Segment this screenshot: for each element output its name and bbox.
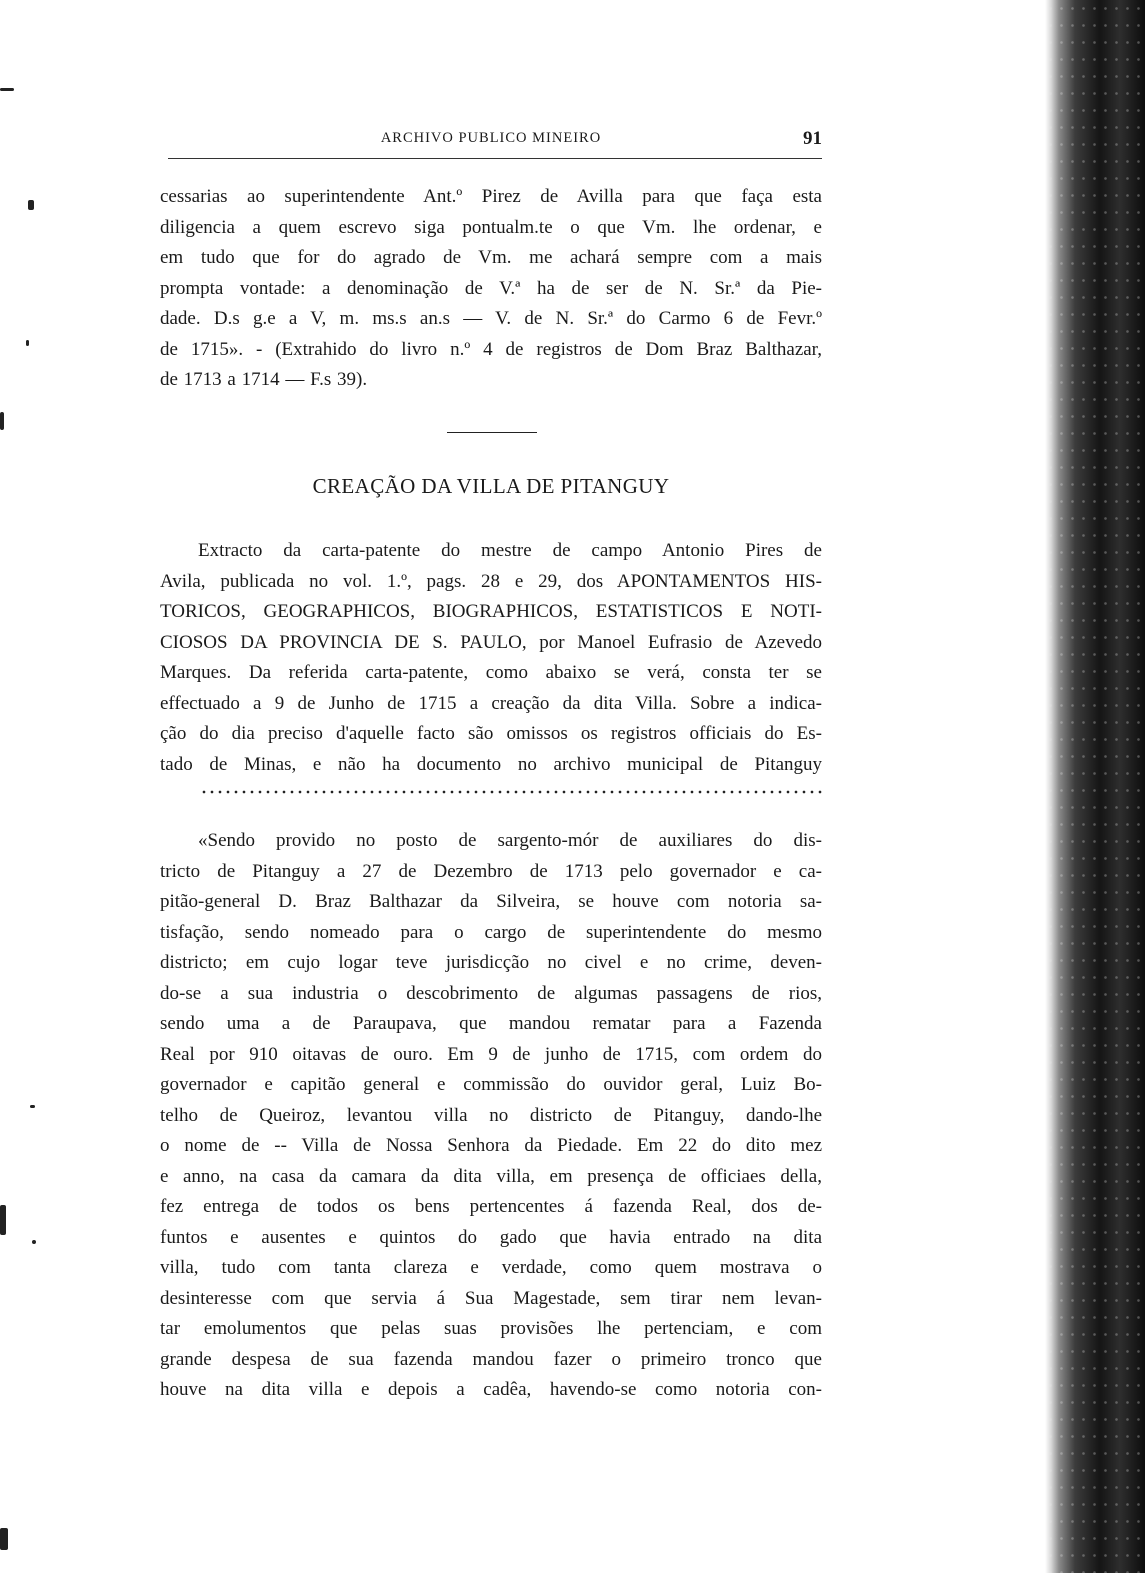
text-line: em tudo que for do agrado de Vm. me achará sempre com a mais [160, 247, 822, 268]
margin-mark [32, 1240, 36, 1244]
text-line: CIOSOS DA PROVINCIA DE S. PAULO, por Manoel Eufrasio de Azevedo [160, 631, 822, 653]
margin-mark [28, 200, 34, 210]
text-line: funtos e ausentes e quintos do gado que havia entrado na dita [160, 1226, 822, 1248]
text-line: villa, tudo com tanta clareza e verdade, como quem mostrava o [160, 1257, 822, 1278]
margin-mark [0, 1205, 6, 1235]
section-divider [447, 432, 537, 433]
text-line: o nome de -- Villa de Nossa Senhora da Piedade. Em 22 do dito mez [160, 1135, 822, 1156]
text-line: Real por 910 oitavas de ouro. Em 9 de junho de 1715, com ordem do [160, 1043, 822, 1065]
text-line: pitão-general D. Braz Balthazar da Silveira, se houve com notoria sa- [160, 891, 822, 912]
margin-mark [26, 340, 29, 346]
running-title: ARCHIVO PUBLICO MINEIRO [380, 130, 602, 146]
text-line: tisfação, sendo nomeado para o cargo de superintendente do mesmo [160, 921, 822, 943]
text-line: desinteresse com que servia á Sua Magestade, sem tirar nem levan- [160, 1287, 822, 1309]
text-line: prompta vontade: a denominação de V.ª ha de ser de N. Sr.ª da Pie- [160, 277, 822, 299]
quoted-paragraph [160, 826, 822, 1406]
spine-texture [1045, 0, 1145, 1573]
section-title: CREAÇÃO DA VILLA DE PITANGUY [312, 474, 670, 498]
text-line: dade. D.s g.e a V, m. ms.s an.s — V. de N. Sr.ª do Carmo 6 de Fevr.º [160, 308, 822, 329]
margin-mark [0, 88, 14, 91]
header-rule [168, 158, 822, 159]
intro-paragraph [160, 536, 822, 780]
text-line: de 1713 a 1714 — F.s 39). [160, 369, 368, 390]
text-line: tado de Minas, e não ha documento no archivo municipal de Pitanguy [160, 753, 822, 775]
text-line: Avila, publicada no vol. 1.º, pags. 28 e 29, dos APONTAMENTOS HIS- [160, 570, 822, 592]
text-line: de 1715». - (Extrahido do livro n.º 4 de registros de Dom Braz Balthazar, [160, 338, 822, 360]
margin-mark [0, 1528, 8, 1550]
text-line: Extracto da carta-patente do mestre de campo Antonio Pires de [198, 540, 822, 561]
text-line: tricto de Pitanguy a 27 de Dezembro de 1713 pelo governador e ca- [160, 860, 822, 882]
text-line: tar emolumentos que pelas suas provisões lhe pertenciam, e com [160, 1318, 822, 1339]
margin-mark [30, 1105, 35, 1108]
text-line: fez entrega de todos os bens pertencentes á fazenda Real, dos de- [160, 1196, 822, 1217]
text-line: do-se a sua industria o descobrimento de algumas passagens de rios, [160, 982, 822, 1004]
text-line: e anno, na casa da camara da dita villa, em presença de officiaes della, [160, 1165, 822, 1187]
text-line: sendo uma a de Paraupava, que mandou rematar para a Fazenda [160, 1013, 822, 1034]
text-line: districto; em cujo logar teve jurisdicção no civel e no crime, deven- [160, 952, 822, 973]
margin-mark [0, 412, 4, 430]
text-line: ção do dia preciso d'aquelle facto são omissos os registros officiais do Es- [160, 723, 822, 744]
text-line: governador e capitão general e commissão do ouvidor geral, Luiz Bo- [160, 1074, 822, 1095]
text-line: effectuado a 9 de Junho de 1715 a creação da dita Villa. Sobre a indica- [160, 692, 822, 714]
text-line: Marques. Da referida carta-patente, como abaixo se verá, consta ter se [160, 662, 822, 683]
text-line: cessarias ao superintendente Ant.º Pirez de Avilla para que faça esta [160, 186, 822, 207]
page-number: 91 [803, 128, 822, 149]
text-line: diligencia a quem escrevo siga pontualm.te o que Vm. lhe ordenar, e [160, 216, 822, 238]
ellipsis-rule [200, 790, 822, 794]
page-header [160, 128, 822, 158]
text-line: grande despesa de sua fazenda mandou fazer o primeiro tronco que [160, 1348, 822, 1370]
letter-continuation [160, 182, 822, 396]
text-line: houve na dita villa e depois a cadêa, havendo-se como notoria con- [160, 1379, 822, 1400]
text-line: TORICOS, GEOGRAPHICOS, BIOGRAPHICOS, ESTATISTICOS E NOTI- [160, 601, 822, 622]
text-line: «Sendo provido no posto de sargento-mór de auxiliares do dis- [198, 830, 822, 851]
text-line: telho de Queiroz, levantou villa no districto de Pitanguy, dando-lhe [160, 1104, 822, 1126]
